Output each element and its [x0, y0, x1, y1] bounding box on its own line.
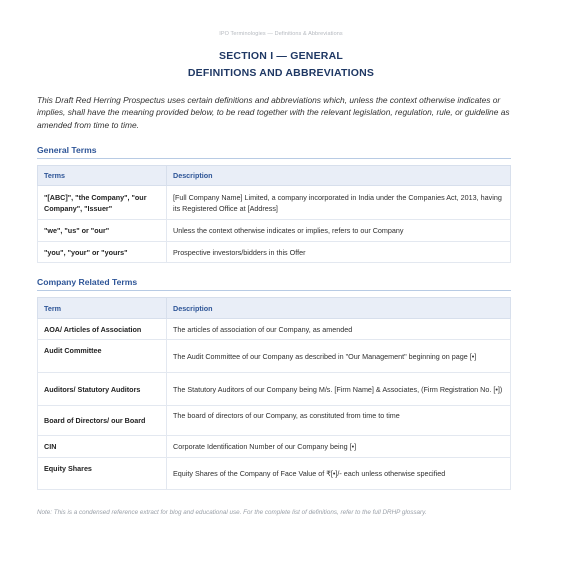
- table-row: [38, 242, 511, 263]
- column-header-term: Term: [38, 298, 167, 319]
- table-row: [38, 319, 511, 340]
- description-cell: Prospective investors/bidders in this Offer: [167, 242, 511, 263]
- table-row: [38, 406, 511, 436]
- term-cell: "you", "your" or "yours": [38, 242, 167, 263]
- footnote: Note: This is a condensed reference extract for blog and educational use. For the complete list of definitions, refer to the full DRHP glossary.: [37, 509, 427, 516]
- table-header-row: [38, 166, 511, 186]
- description-cell: The Audit Committee of our Company as described in "Our Management" beginning on page [•]: [167, 340, 511, 373]
- column-header-description: Description: [167, 298, 511, 319]
- running-header: IPO Terminologies — Definitions & Abbreviations: [219, 31, 343, 37]
- general-terms-table: [37, 165, 511, 263]
- section-title: SECTION I — GENERAL: [219, 50, 343, 62]
- table-row: [38, 186, 511, 220]
- table-row: [38, 340, 511, 373]
- term-cell: Audit Committee: [38, 340, 167, 373]
- term-cell: AOA/ Articles of Association: [38, 319, 167, 340]
- table-row: [38, 220, 511, 242]
- term-cell: Board of Directors/ our Board: [38, 406, 167, 436]
- description-cell: [Full Company Name] Limited, a company incorporated in India under the Companies Act, 2013, having its Registered Office at [Address]: [167, 186, 511, 220]
- description-cell: The Statutory Auditors of our Company being M/s. [Firm Name] & Associates, (Firm Registration No. [•]): [167, 373, 511, 406]
- intro-paragraph: This Draft Red Herring Prospectus uses certain definitions and abbreviations which, unless the context otherwise indicates or implies, shall have the meaning provided below, to be read together with the relevant legislation, regulation, rule, or guideline as amended from time to time.: [37, 95, 510, 130]
- term-cell: Equity Shares: [38, 458, 167, 490]
- general-terms-heading: General Terms: [37, 145, 97, 155]
- description-cell: The board of directors of our Company, as constituted from time to time: [167, 406, 511, 436]
- column-header-terms: Terms: [38, 166, 167, 186]
- description-cell: The articles of association of our Company, as amended: [167, 319, 511, 340]
- company-terms-rule: [37, 290, 511, 291]
- term-cell: Auditors/ Statutory Auditors: [38, 373, 167, 406]
- section-subtitle: DEFINITIONS AND ABBREVIATIONS: [187, 67, 375, 79]
- table-row: [38, 436, 511, 458]
- column-header-description: Description: [167, 166, 511, 186]
- table-header-row: [38, 298, 511, 319]
- table-row: [38, 373, 511, 406]
- description-cell: Equity Shares of the Company of Face Value of ₹[•]/- each unless otherwise specified: [167, 458, 511, 490]
- company-terms-table: [37, 297, 511, 490]
- description-cell: Corporate Identification Number of our Company being [•]: [167, 436, 511, 458]
- term-cell: "[ABC]", "the Company", "our Company", "Issuer": [38, 186, 167, 220]
- table-row: [38, 458, 511, 490]
- description-cell: Unless the context otherwise indicates or implies, refers to our Company: [167, 220, 511, 242]
- company-terms-heading: Company Related Terms: [37, 277, 138, 287]
- term-cell: "we", "us" or "our": [38, 220, 167, 242]
- term-cell: CIN: [38, 436, 167, 458]
- general-terms-rule: [37, 158, 511, 159]
